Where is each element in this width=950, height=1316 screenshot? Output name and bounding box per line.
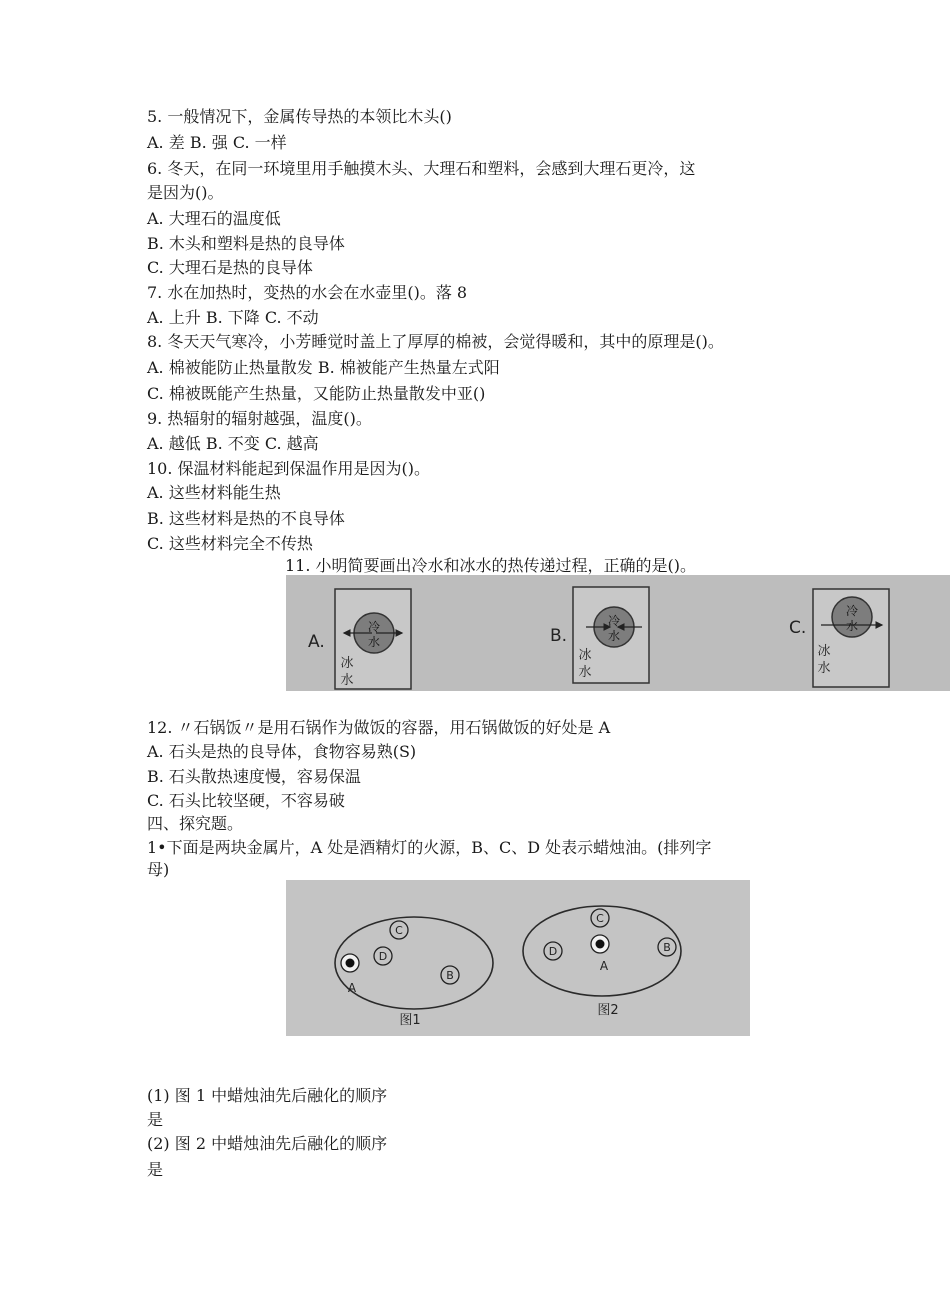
plate-2-caption: 图2 xyxy=(597,1003,619,1018)
q6-option-c: C. 大理石是热的良导体 xyxy=(147,258,313,277)
plate-2-a-label: A xyxy=(599,959,609,973)
option-c-label: C. xyxy=(789,618,807,638)
option-a-inner-top: 冷 xyxy=(367,620,381,634)
q12-option-b: B. 石头散热速度慢，容易保温 xyxy=(147,767,361,786)
option-a-inner-bottom: 水 xyxy=(367,635,381,649)
q12-option-c: C. 石头比较坚硬，不容易破 xyxy=(147,791,345,810)
q11-stem: 11. 小明简要画出冷水和冰水的热传递过程，正确的是()。 xyxy=(285,556,697,575)
option-b-label: B. xyxy=(550,626,568,646)
q8-options-ab: A. 棉被能防止热量散发 B. 棉被能产生热量左式阳 xyxy=(147,358,500,377)
sub-question-2-line1: (2) 图 2 中蜡烛油先后融化的顺序 xyxy=(147,1134,388,1153)
q10-stem: 10. 保温材料能起到保温作用是因为()。 xyxy=(147,459,431,478)
plate-1-a-label: A xyxy=(347,981,357,995)
sub-question-1-line2: 是 xyxy=(147,1110,164,1129)
option-a-outer-top: 冰 xyxy=(340,656,354,671)
option-c-inner-bottom: 水 xyxy=(845,619,859,633)
option-c-inner-top: 冷 xyxy=(845,604,859,618)
option-c-outer-top: 冰 xyxy=(817,644,831,659)
sub-question-1-line1: (1) 图 1 中蜡烛油先后融化的顺序 xyxy=(147,1086,388,1105)
q8-stem: 8. 冬天天气寒冷，小芳睡觉时盖上了厚厚的棉被，会觉得暖和，其中的原理是()。 xyxy=(147,332,724,351)
option-c-diagram xyxy=(789,589,889,687)
plate-1 xyxy=(335,917,493,1028)
plate-1-caption: 图1 xyxy=(399,1013,421,1028)
section-4-heading: 四、探究题。 xyxy=(147,814,244,833)
option-a-diagram xyxy=(308,589,411,689)
plate-2 xyxy=(523,906,681,1018)
q12-option-a: A. 石头是热的良导体，食物容易熟(S) xyxy=(147,742,417,761)
q8-option-c: C. 棉被既能产生热量，又能防止热量散发中亚() xyxy=(147,384,486,403)
plate-1-b-label: B xyxy=(446,969,454,982)
metal-plates-figure xyxy=(286,880,750,1036)
q9-stem: 9. 热辐射的辐射越强，温度()。 xyxy=(147,409,372,428)
q7-stem: 7. 水在加热时，变热的水会在水壶里()。落 8 xyxy=(147,283,468,302)
option-b-inner-bottom: 水 xyxy=(607,629,621,643)
q5-options: A. 差 B. 强 C. 一样 xyxy=(147,133,287,152)
plate-1-d-label: D xyxy=(378,950,388,963)
plate-2-d-label: D xyxy=(548,945,558,958)
section-4-q1-line1: 1•下面是两块金属片，A 处是酒精灯的火源，B、C、D 处表示蜡烛油。(排列字 xyxy=(147,838,712,857)
option-b-inner-top: 冷 xyxy=(607,614,621,628)
plate-1-c-label: C xyxy=(395,924,403,937)
q10-option-a: A. 这些材料能生热 xyxy=(147,483,281,502)
option-a-label: A. xyxy=(308,632,325,652)
option-b-diagram xyxy=(550,587,649,683)
q10-option-b: B. 这些材料是热的不良导体 xyxy=(147,509,345,528)
q6-option-b: B. 木头和塑料是热的良导体 xyxy=(147,234,345,253)
q6-stem-line1: 6. 冬天，在同一环境里用手触摸木头、大理石和塑料，会感到大理石更冷，这 xyxy=(147,159,696,178)
q6-option-a: A. 大理石的温度低 xyxy=(147,209,281,228)
option-b-outer-top: 冰 xyxy=(578,648,592,663)
option-b-outer-bottom: 水 xyxy=(578,665,592,680)
q9-options: A. 越低 B. 不变 C. 越高 xyxy=(147,434,319,453)
q6-stem-line2: 是因为()。 xyxy=(147,183,224,202)
option-c-outer-bottom: 水 xyxy=(817,661,831,676)
option-a-outer-bottom: 水 xyxy=(340,673,354,688)
heat-transfer-figure xyxy=(286,575,950,691)
sub-question-2-line2: 是 xyxy=(147,1160,164,1179)
q10-option-c: C. 这些材料完全不传热 xyxy=(147,534,313,553)
plate-2-c-label: C xyxy=(596,912,604,925)
q5-stem: 5. 一般情况下，金属传导热的本领比木头() xyxy=(147,107,452,126)
plate-2-b-label: B xyxy=(663,941,671,954)
q12-stem: 12. 〃石锅饭〃是用石锅作为做饭的容器，用石锅做饭的好处是 A xyxy=(147,718,611,737)
q7-options: A. 上升 B. 下降 C. 不动 xyxy=(147,308,319,327)
metal-plates-svg xyxy=(286,880,750,1036)
heat-transfer-svg xyxy=(286,575,950,691)
section-4-q1-line2: 母) xyxy=(147,860,170,879)
